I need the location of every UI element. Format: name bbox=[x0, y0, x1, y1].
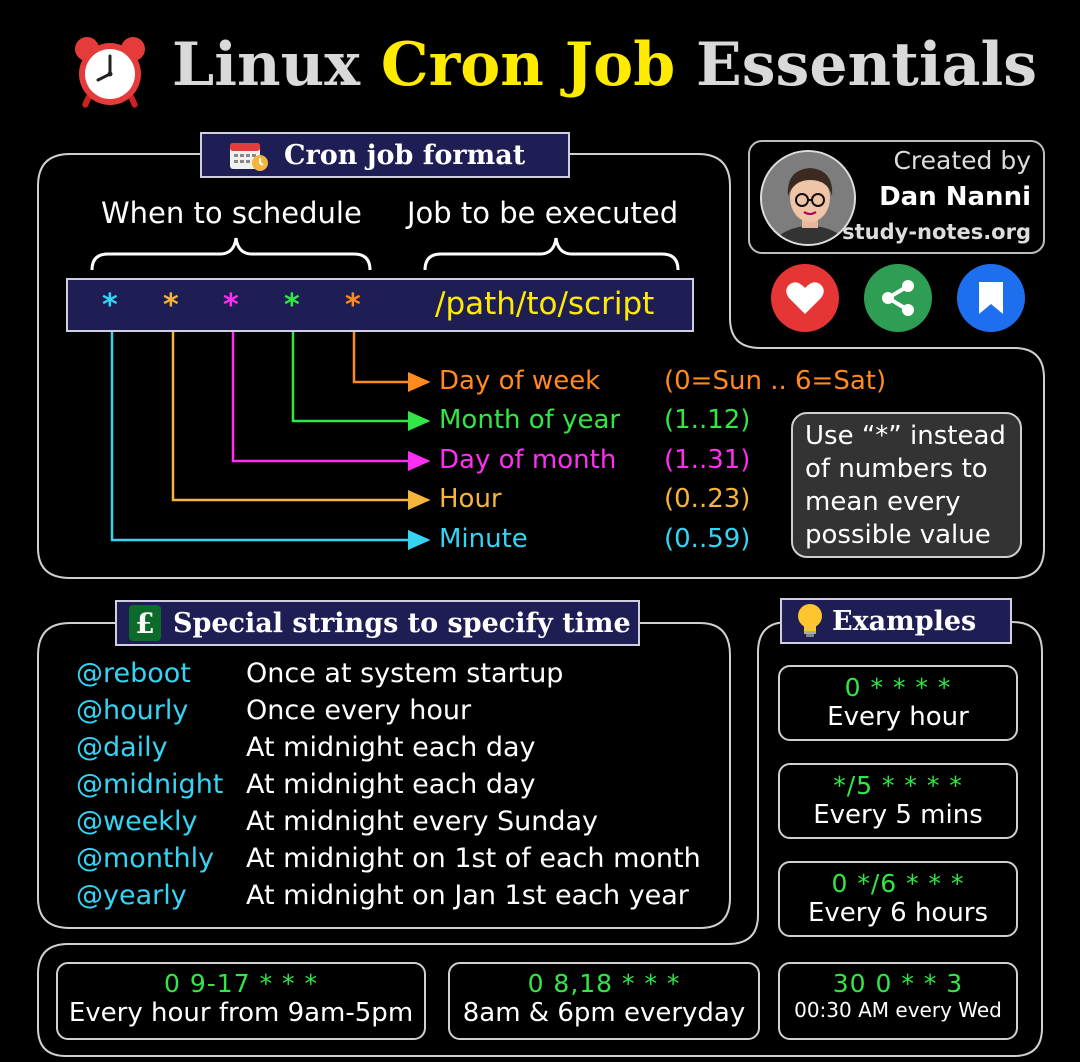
created-by-label: Created by bbox=[893, 146, 1031, 175]
special-key: @daily bbox=[76, 732, 168, 763]
bookmark-button[interactable] bbox=[957, 264, 1025, 332]
special-desc: At midnight each day bbox=[246, 769, 536, 800]
example-card bbox=[778, 962, 1018, 1040]
special-desc: At midnight each day bbox=[246, 732, 536, 763]
script-path: /path/to/script bbox=[435, 286, 655, 322]
title-part-linux: Linux bbox=[172, 30, 381, 100]
special-key: @monthly bbox=[76, 843, 215, 874]
special-key: @midnight bbox=[76, 769, 224, 800]
example-card bbox=[56, 962, 426, 1040]
author-name: Dan Nanni bbox=[879, 182, 1031, 212]
heart-icon bbox=[785, 280, 825, 316]
connector-hour bbox=[173, 322, 428, 500]
example-description: Every 6 hours bbox=[807, 898, 989, 928]
wildcard-tip: Use “*” instead of numbers to mean every possible value bbox=[791, 412, 1022, 558]
examples-section-title: Examples bbox=[832, 605, 977, 637]
field-hour: Hour bbox=[439, 484, 502, 514]
page-title bbox=[172, 30, 1037, 100]
connector-minute bbox=[112, 322, 428, 540]
title-part-essentials: Essentials bbox=[675, 30, 1038, 100]
example-description: 8am & 6pm everyday bbox=[462, 998, 746, 1028]
example-expression: 0 */6 * * * bbox=[831, 869, 965, 898]
special-row-midnight bbox=[76, 769, 223, 800]
field-day-of-month: Day of month bbox=[439, 445, 617, 475]
special-row-yearly bbox=[76, 880, 187, 911]
special-row-monthly bbox=[76, 843, 214, 874]
special-row-hourly bbox=[76, 695, 188, 726]
range-day-of-week: (0=Sun .. 6=Sat) bbox=[664, 366, 887, 396]
title-part-cron-job: Cron Job bbox=[380, 30, 676, 100]
share-button[interactable] bbox=[864, 264, 932, 332]
example-expression: 30 0 * * 3 bbox=[832, 969, 964, 998]
example-card bbox=[448, 962, 760, 1040]
field-day-of-week: Day of week bbox=[439, 366, 601, 396]
example-expression: 0 * * * * bbox=[844, 673, 952, 702]
special-row-weekly bbox=[76, 806, 197, 837]
connector-day-of-month bbox=[233, 322, 428, 461]
job-to-be-executed-label: Job to be executed bbox=[407, 196, 679, 230]
special-section-title: Special strings to specify time bbox=[173, 607, 631, 639]
creator-card bbox=[748, 140, 1045, 254]
special-desc: Once every hour bbox=[246, 695, 472, 726]
example-card bbox=[778, 665, 1018, 741]
title-bar bbox=[0, 28, 1080, 108]
cron-expression-bar bbox=[66, 278, 694, 332]
example-description: Every hour from 9am-5pm bbox=[68, 998, 414, 1028]
example-expression: 0 9-17 * * * bbox=[164, 969, 318, 998]
example-card bbox=[778, 861, 1018, 937]
special-section-label bbox=[115, 600, 640, 646]
range-minute: (0..59) bbox=[664, 524, 751, 554]
field-minute: Minute bbox=[439, 524, 528, 554]
example-expression: */5 * * * * bbox=[833, 771, 963, 800]
range-day-of-month: (1..31) bbox=[664, 445, 751, 475]
pound-icon: £ bbox=[129, 605, 161, 641]
format-section-title: Cron job format bbox=[284, 139, 526, 171]
connector-month-of-year bbox=[293, 322, 428, 421]
special-desc: At midnight every Sunday bbox=[246, 806, 599, 837]
range-hour: (0..23) bbox=[664, 484, 751, 514]
star-month-of-year: * bbox=[284, 288, 300, 323]
author-website[interactable]: study-notes.org bbox=[842, 220, 1031, 244]
special-row-daily bbox=[76, 732, 168, 763]
special-desc: Once at system startup bbox=[246, 658, 564, 689]
star-day-of-week: * bbox=[345, 288, 361, 323]
star-hour: * bbox=[163, 288, 179, 323]
special-key: @reboot bbox=[76, 658, 191, 689]
like-button[interactable] bbox=[771, 264, 839, 332]
examples-section-label bbox=[780, 598, 1012, 644]
format-section-label bbox=[200, 132, 570, 178]
calendar-icon bbox=[228, 138, 270, 172]
bookmark-icon bbox=[976, 280, 1006, 316]
share-icon bbox=[878, 278, 918, 318]
special-row-reboot bbox=[76, 658, 191, 689]
when-to-schedule-label: When to schedule bbox=[101, 196, 362, 230]
example-card bbox=[778, 763, 1018, 839]
special-key: @weekly bbox=[76, 806, 198, 837]
star-day-of-month: * bbox=[223, 288, 239, 323]
star-minute: * bbox=[102, 288, 118, 323]
special-desc: At midnight on Jan 1st each year bbox=[246, 880, 689, 911]
special-key: @yearly bbox=[76, 880, 187, 911]
special-key: @hourly bbox=[76, 695, 189, 726]
lightbulb-icon bbox=[796, 603, 824, 639]
example-description: Every 5 mins bbox=[813, 800, 983, 830]
field-month-of-year: Month of year bbox=[439, 405, 621, 435]
alarm-clock-icon bbox=[70, 34, 150, 110]
example-description: Every hour bbox=[827, 702, 969, 732]
example-description: 00:30 AM every Wed bbox=[794, 998, 1002, 1022]
range-month-of-year: (1..12) bbox=[664, 405, 751, 435]
example-expression: 0 8,18 * * * bbox=[527, 969, 681, 998]
special-desc: At midnight on 1st of each month bbox=[246, 843, 701, 874]
